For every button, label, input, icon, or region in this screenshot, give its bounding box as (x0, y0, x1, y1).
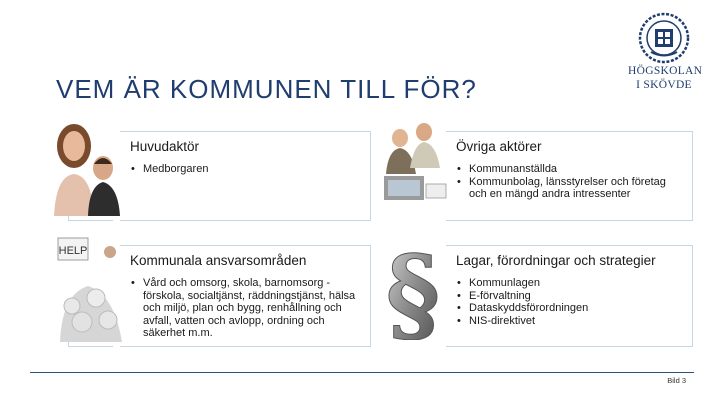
list-item: • Medborgaren (130, 163, 208, 176)
card-ovriga-aktorer (446, 131, 693, 221)
slide-number: Bild 3 (667, 376, 686, 385)
card-huvudaktor (120, 131, 371, 221)
list-item: • Kommunbolag, länsstyrelser och företag och en mängd andra intressenter (456, 176, 684, 201)
slide-title: VEM ÄR KOMMUNEN TILL FÖR? (56, 74, 477, 104)
office-workers-photo (376, 114, 448, 214)
paragraph-icon (382, 232, 444, 340)
card-title: Kommunala ansvarsområden (130, 253, 307, 268)
card-title: Huvudaktör (130, 139, 200, 154)
card-list (130, 163, 208, 176)
card-kommunala-ansvarsomraden (120, 245, 371, 347)
list-item: • Kommunanställda (456, 163, 684, 176)
list-item: • Vård och omsorg, skola, barnomsorg - förskola, socialtjänst, räddningstjänst, hälsa och miljö, plan och bygg, renhållning och avfall, vatten och avlopp, ordning och säkerhet m.m. (130, 277, 362, 340)
list-item: • E-förvaltning (456, 290, 588, 303)
card-lagar (446, 245, 693, 347)
footer-divider (30, 372, 694, 373)
paragraph-symbol-image (382, 232, 444, 340)
list-item: • NIS-direktivet (456, 315, 588, 328)
university-seal-icon (638, 12, 690, 64)
svg-text:§: § (385, 232, 441, 340)
logo-line-1: HÖGSKOLAN (628, 65, 703, 77)
card-list (456, 163, 684, 201)
help-paperwork-photo (52, 234, 124, 342)
card-list (130, 277, 362, 340)
list-item: • Kommunlagen (456, 277, 588, 290)
logo-line-2: I SKÖVDE (636, 79, 692, 91)
card-title: Övriga aktörer (456, 139, 542, 154)
people-photo (52, 116, 122, 216)
card-list (456, 277, 588, 327)
list-item: • Dataskyddsförordningen (456, 302, 588, 315)
help-sign-text: HELP (58, 245, 88, 257)
university-logo (628, 12, 703, 92)
card-title: Lagar, förordningar och strategier (456, 253, 656, 268)
